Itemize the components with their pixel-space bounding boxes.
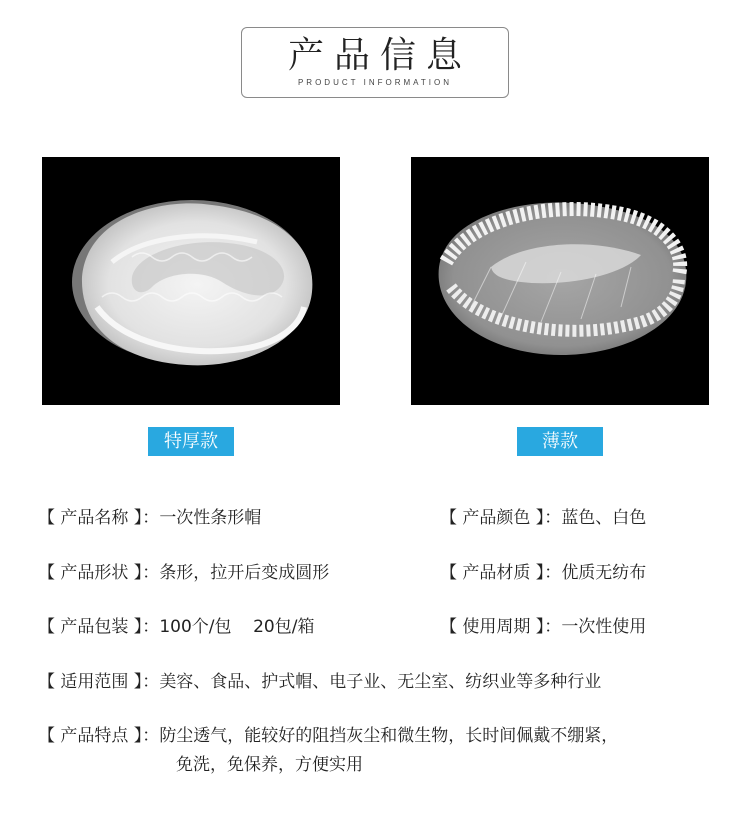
spec-shape-label: 【 产品形状 】： (38, 563, 160, 583)
spec-cycle-label: 【 使用周期 】： (440, 617, 562, 637)
spec-shape (38, 563, 329, 583)
spec-features-value-line2: 免洗，免保养，方便实用 (176, 755, 363, 775)
section-title: 产品信息 (287, 35, 472, 76)
section-title-box (241, 27, 509, 98)
spec-features-label: 【 产品特点 】： (38, 726, 160, 746)
section-subtitle: PRODUCT INFORMATION (297, 78, 453, 87)
spec-shape-value: 条形，拉开后变成圆形 (159, 563, 330, 583)
spec-packaging-value: 100个/包 20包/箱 (159, 617, 315, 637)
spec-name-value: 一次性条形帽 (159, 508, 262, 528)
spec-scope-value: 美容、食品、护式帽、电子业、无尘室、纺织业等多种行业 (159, 672, 602, 692)
spec-features (38, 726, 618, 746)
product-label-thin: 薄款 (517, 427, 603, 456)
spec-material-value: 优质无纺布 (561, 563, 647, 583)
spec-packaging-label: 【 产品包装 】： (38, 617, 160, 637)
product-label-thick: 特厚款 (148, 427, 234, 456)
spec-scope-label: 【 适用范围 】： (38, 672, 160, 692)
spec-features-line2 (176, 755, 363, 775)
spec-color (440, 508, 646, 528)
product-photo-thin (411, 157, 709, 405)
spec-color-label: 【 产品颜色 】： (440, 508, 562, 528)
spec-scope (38, 672, 601, 692)
spec-name (38, 508, 261, 528)
spec-packaging (38, 617, 314, 637)
product-photo-thick (42, 157, 340, 405)
spec-material-label: 【 产品材质 】： (440, 563, 562, 583)
spec-color-value: 蓝色、白色 (561, 508, 647, 528)
spec-features-value-line1: 防尘透气，能较好的阻挡灰尘和微生物，长时间佩戴不绷紧， (159, 726, 619, 746)
spec-material (440, 563, 646, 583)
spec-name-label: 【 产品名称 】： (38, 508, 160, 528)
spec-cycle-value: 一次性使用 (561, 617, 647, 637)
spec-cycle (440, 617, 646, 637)
